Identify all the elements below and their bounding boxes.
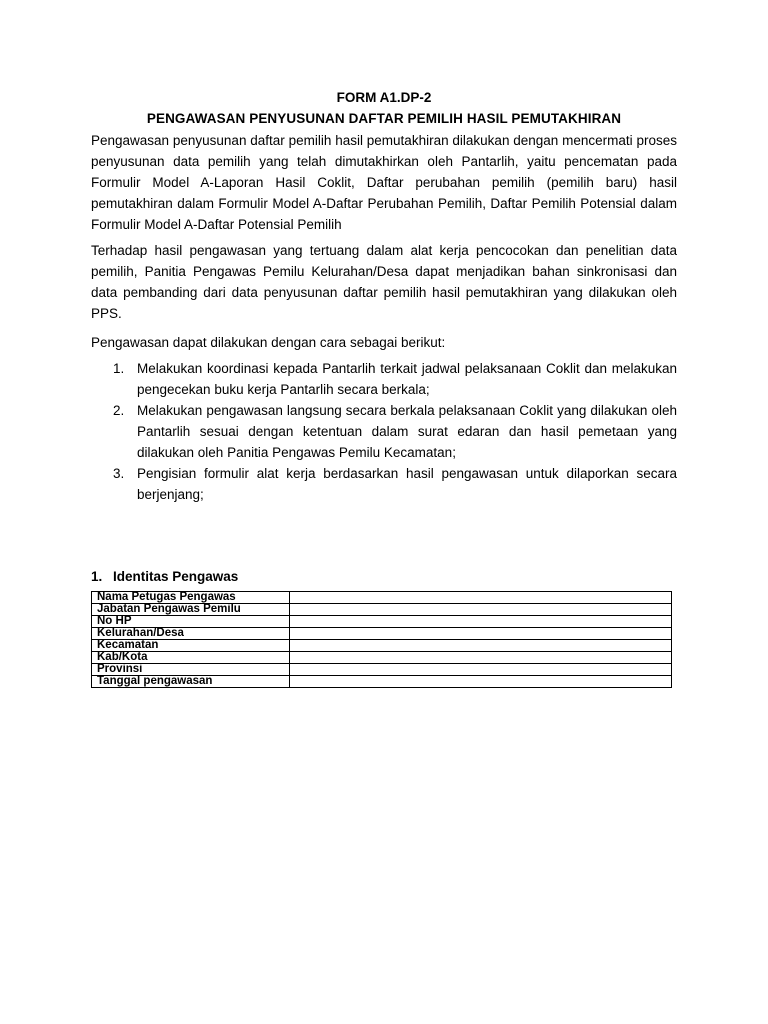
result-paragraph: Terhadap hasil pengawasan yang tertuang dalam alat kerja pencocokan dan penelitian data pemilih, Panitia Pengawas Pemilu Kelurahan/Desa dapat menjadikan bahan sinkronisasi dan data pembanding dari data penyusunan daftar pemilih hasil pemutakhiran yang dilakukan oleh PPS. xyxy=(91,243,677,321)
step-number: 3. xyxy=(113,466,125,481)
table-row xyxy=(92,652,672,664)
table-row xyxy=(92,604,672,616)
row-label: Kelurahan/Desa xyxy=(92,628,290,640)
row-label: Kecamatan xyxy=(92,640,290,652)
row-label: Nama Petugas Pengawas xyxy=(92,592,290,604)
section-heading xyxy=(91,568,238,586)
list-item xyxy=(91,400,677,463)
method-paragraph: Pengawasan dapat dilakukan dengan cara sebagai berikut: xyxy=(91,335,446,350)
step-number: 1. xyxy=(113,361,125,376)
row-value-field[interactable] xyxy=(290,616,672,628)
row-value-field[interactable] xyxy=(290,652,672,664)
list-item xyxy=(91,463,677,505)
table-row xyxy=(92,628,672,640)
intro-paragraph: Pengawasan penyusunan daftar pemilih hasil pemutakhiran dilakukan dengan mencermati proses penyusunan data pemilih yang telah dimutakhirkan oleh Pantarlih, yaitu pencematan pada Formulir Model A-Laporan Hasil Coklit, Daftar perubahan pemilih (pemilih baru) hasil pemutakhiran dalam Formulir Model A-Daftar Perubahan Pemilih, Daftar Pemilih Potensial dalam Formulir Model A-Daftar Potensial Pemilih xyxy=(91,133,677,232)
row-label: No HP xyxy=(92,616,290,628)
row-value-field[interactable] xyxy=(290,676,672,688)
table-row xyxy=(92,664,672,676)
step-text: Melakukan pengawasan langsung secara berkala pelaksanaan Coklit yang dilakukan oleh Pantarlih sesuai dengan ketentuan dalam surat edaran dan hasil pemetaan yang dilakukan oleh Panitia Pengawas Pemilu Kecamatan; xyxy=(137,403,677,460)
row-value-field[interactable] xyxy=(290,592,672,604)
step-text: Pengisian formulir alat kerja berdasarkan hasil pengawasan untuk dilaporkan secara berjenjang; xyxy=(137,466,677,502)
row-value-field[interactable] xyxy=(290,628,672,640)
row-label: Tanggal pengawasan xyxy=(92,676,290,688)
table-row xyxy=(92,592,672,604)
section-title: Identitas Pengawas xyxy=(113,569,239,584)
list-item xyxy=(91,358,677,400)
identity-table xyxy=(91,591,672,688)
steps-list xyxy=(91,358,677,505)
row-label: Provinsi xyxy=(92,664,290,676)
row-label: Kab/Kota xyxy=(92,652,290,664)
table-row xyxy=(92,616,672,628)
step-text: Melakukan koordinasi kepada Pantarlih terkait jadwal pelaksanaan Coklit dan melakukan pengecekan buku kerja Pantarlih secara berkala; xyxy=(137,361,677,397)
form-code: FORM A1.DP-2 xyxy=(336,90,432,105)
row-value-field[interactable] xyxy=(290,664,672,676)
step-number: 2. xyxy=(113,403,125,418)
section-number: 1. xyxy=(91,569,103,584)
row-label: Jabatan Pengawas Pemilu xyxy=(92,604,290,616)
table-row xyxy=(92,676,672,688)
form-title: PENGAWASAN PENYUSUNAN DAFTAR PEMILIH HASIL PEMUTAKHIRAN xyxy=(146,111,622,126)
row-value-field[interactable] xyxy=(290,604,672,616)
row-value-field[interactable] xyxy=(290,640,672,652)
table-row xyxy=(92,640,672,652)
